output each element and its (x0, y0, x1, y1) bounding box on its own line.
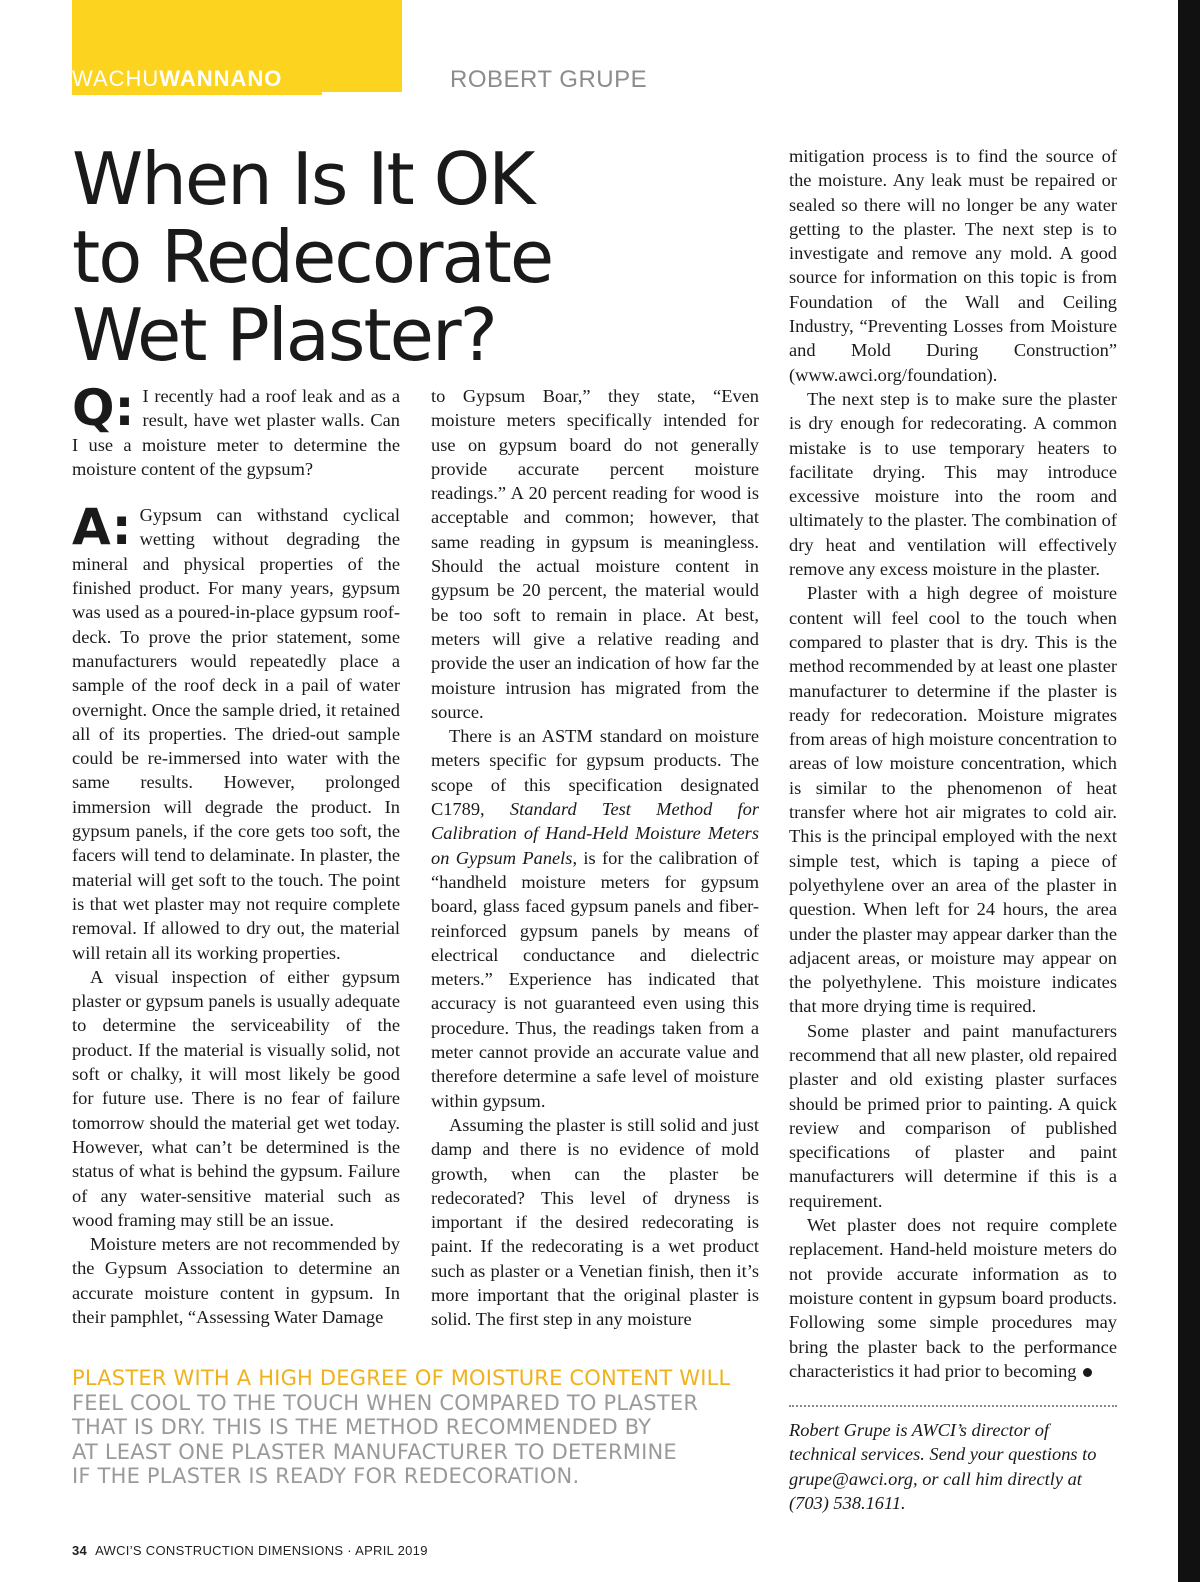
end-mark-icon (1083, 1368, 1092, 1377)
body-paragraph-meters: Moisture meters are not recommended by the Gypsum Association to determine an accurate moisture content in gypsum. In their pamphlet, “Assessing Water Damage (72, 1234, 400, 1327)
pull-quote-line-4: AT LEAST ONE PLASTER MANUFACTURER TO DETERMINE (72, 1439, 677, 1464)
answer-text: Gypsum can withstand cyclical wetting without degrading the mineral and physical properties of the finished product. For many years, gypsum was used as a poured-in-place gypsum roof-deck. To prove the prior statement, some manufacturers would repeatedly place a sample of the roof deck in a pail of water overnight. Once the sample dried, it retained all of its properties. The dried-out sample could be re-immersed into water with the same results. However, prolonged immersion will degrade the product. In gypsum panels, if the core gets too soft, the facers will tend to delaminate. In plaster, the material will get soft to the touch. The point is that wet plaster may not require complete removal. If allowed to dry out, the material will retain all its working properties. (72, 505, 400, 963)
body-paragraph-primer: Some plaster and paint manufacturers recommend that all new plaster, old repaired plaster and old existing plaster surfaces should be primed prior to painting. A quick review and comparison of published specifications of plaster and paint manufacturers will determine if this is a requirement. (789, 1020, 1117, 1211)
body-paragraph-assuming: Assuming the plaster is still solid and just damp and there is no evidence of mold growth, when can the plaster be redecorated? This level of dryness is important if the desired redecorating is paint. If the redecorating is a wet product such as plaster or a Venetian finish, then it’s more important that the original plaster is solid. The first step in any moisture (431, 1114, 759, 1330)
question-paragraph (72, 379, 400, 481)
pull-quote-line-2: FEEL COOL TO THE TOUCH WHEN COMPARED TO PLASTER (72, 1390, 699, 1415)
astm-text-a: There is an ASTM standard on moisture meters specific for gypsum products. The scope of this specification designated C1789, (431, 726, 759, 820)
bio-divider (789, 1405, 1117, 1407)
article-headline (72, 137, 632, 377)
author-name: ROBERT GRUPE (450, 66, 648, 93)
pull-quote-line-1: PLASTER WITH A HIGH DEGREE OF MOISTURE CONTENT WILL (72, 1366, 731, 1390)
answer-paragraph (72, 498, 400, 965)
body-paragraph-conclusion (789, 1213, 1117, 1383)
text-column-1 (72, 379, 400, 1329)
continued-paragraph: to Gypsum Boar,” they state, “Even moisture meters specifically intended for use on gypsum board do not generally provide accurate percent moisture readings.” A 20 percent reading for wood is acceptable and common; however, that same reading in gypsum is meaningless. Should the actual moisture content in gypsum be 20 percent, the material would be too soft to remain in place. At best, meters will give a relative reading and provide the user an indication of how far the moisture intrusion has migrated from the source. (431, 386, 759, 722)
pull-quote-line-5: IF THE PLASTER IS READY FOR REDECORATION. (72, 1464, 580, 1488)
continued-paragraph: mitigation process is to find the source of the moisture. Any leak must be repaired or sealed so there will no longer be any water getting to the plaster. The next step is to investigate and remove any mold. A good source for information on this topic is from Foundation of the Wall and Ceiling Industry, “Preventing Losses from Moisture and Mold During Construction” (www.awci.org/foundation). (789, 146, 1117, 385)
headline-line-1: When Is It OK (72, 137, 534, 221)
page-number: 34 (72, 1543, 88, 1558)
conclusion-text: Wet plaster does not require complete replacement. Hand-held moisture meters do not provide accurate information as to moisture content in gypsum board products. Following some simple procedures may bring the plaster back to the performance characteristics it had prior to becoming (789, 1215, 1117, 1381)
body-paragraph-cool-touch: Plaster with a high degree of moisture content will feel cool to the touch when compared to plaster that is dry. This is the method recommended by at least one plaster manufacturer to determine if the plaster is ready for redecoration. Moisture migrates from areas of high moisture concentration to areas of low moisture concentration, which is similar to the phenomenon of heat transfer where hot air migrates to cold air. This is the principal employed with the next simple test, which is taping a piece of polyethylene over an area of the plaster in question. When left for 24 hours, the area under the plaster may appear darker than the adjacent areas, or moisture may appear on the polyethylene. This moisture indicates that more drying time is required. (789, 583, 1117, 1017)
publication-line: AWCI’S CONSTRUCTION DIMENSIONS · APRIL 2019 (95, 1543, 428, 1558)
body-paragraph-visual: A visual inspection of either gypsum plaster or gypsum panels is usually adequate to determine the serviceability of the product. If the material is visually solid, not soft or chalky, it will most likely be good for future use. There is no fear of failure tomorrow should the material get wet today. However, what can’t be determined is the status of what is behind the gypsum. Failure of any water-sensitive material such as wood framing may still be an issue. (72, 966, 400, 1230)
body-paragraph-astm (431, 724, 759, 1113)
text-column-2 (431, 384, 759, 1332)
astm-text-b: , is for the calibration of “handheld moisture meters for gypsum board, glass faced gypsum panels and fiber-reinforced gypsum panels by means of electrical conductance and dielectric meters.” Experience has indicated that accuracy is not guaranteed even using this procedure. Thus, the readings taken from a meter cannot provide an accurate value and therefore determine a safe level of moisture within gypsum. (431, 847, 759, 1111)
q-dropcap: Q: (72, 379, 135, 437)
kicker-part-1: WACHU (72, 66, 160, 91)
kicker-part-2: WANNANO (159, 66, 283, 91)
text-column-3 (789, 144, 1117, 1383)
page-edge-bar (1178, 0, 1200, 1582)
a-dropcap: A: (72, 498, 132, 557)
kicker-underline (72, 92, 322, 95)
body-paragraph-next-step: The next step is to make sure the plaster is dry enough for redecorating. A common mistake is to use temporary heaters to facilitate drying. This may introduce excessive moisture into the room and ultimately to the plaster. The combination of dry heat and ventilation will effectively remove any excess moisture in the plaster. (789, 388, 1117, 580)
astm-standard-title: Standard Test Method for Calibration of Hand-Held Moisture Meters on Gypsum Panels (431, 799, 760, 868)
headline-line-2: to Redecorate (72, 215, 553, 299)
page-footer (72, 1543, 428, 1558)
author-bio: Robert Grupe is AWCI’s director of technical services. Send your questions to grupe@awci.org, or call him directly at (703) 538.1611. (789, 1420, 1097, 1513)
pull-quote-line-3: THAT IS DRY. THIS IS THE METHOD RECOMMENDED BY (72, 1415, 652, 1439)
department-kicker (72, 66, 282, 92)
question-text: I recently had a roof leak and as a result, have wet plaster walls. Can I use a moisture meter to determine the moisture content of the gypsum? (72, 386, 400, 479)
headline-line-3: Wet Plaster? (72, 293, 496, 377)
pull-quote (72, 1366, 772, 1489)
